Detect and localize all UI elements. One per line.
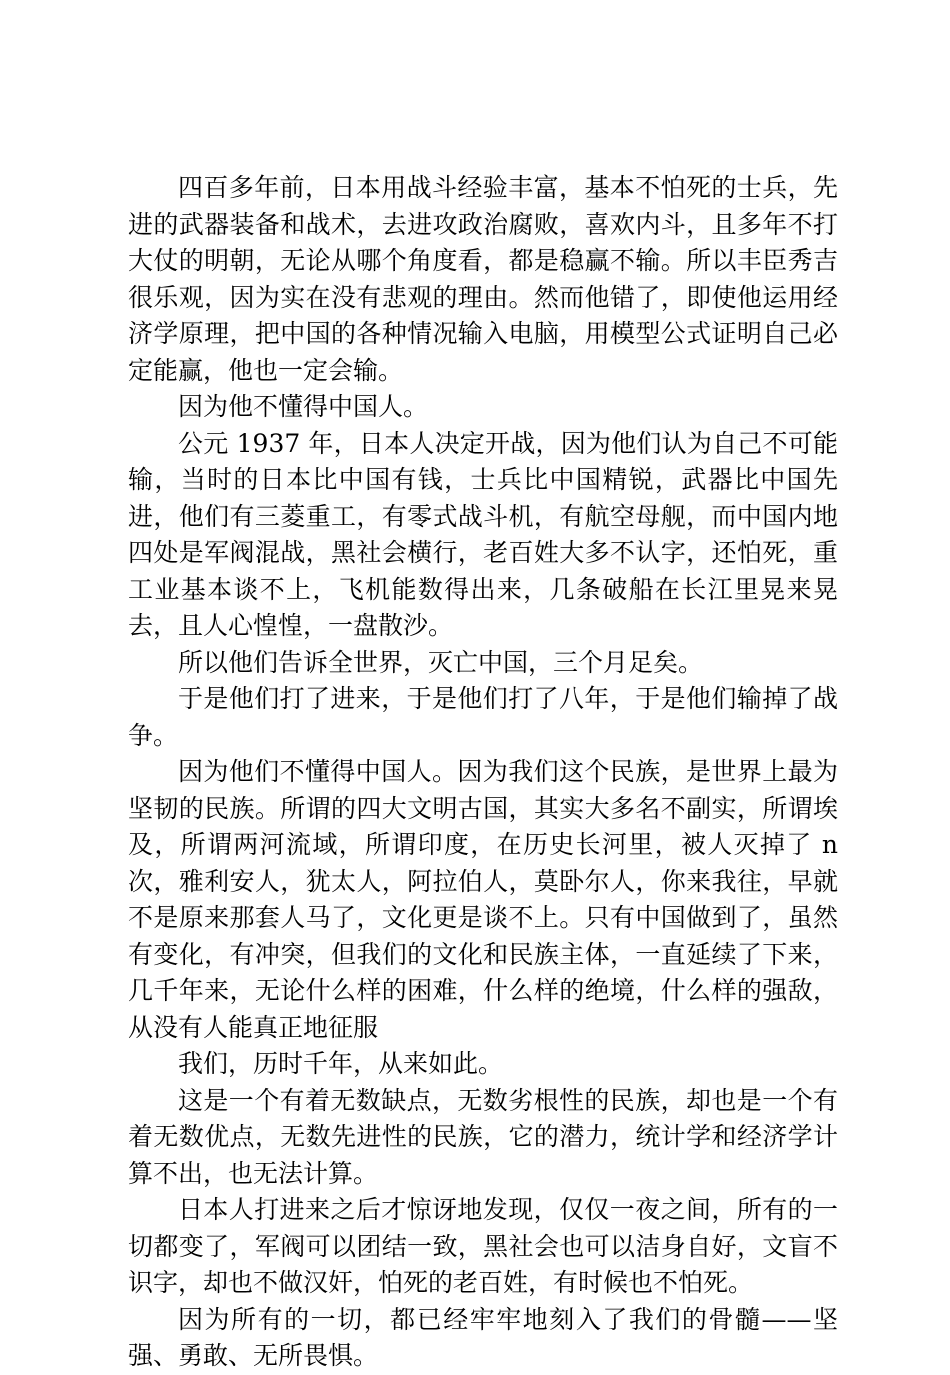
paragraph: 公元 1937 年，日本人决定开战，因为他们认为自己不可能输，当时的日本比中国有钱，士兵比中国精锐，武器比中国先进，他们有三菱重工，有零式战斗机，有航空母舰，而中国内地四处是军阀混战，黑社会横行，老百姓大多不认字，还怕死，重工业基本谈不上，飞机能数得出来，几条破船在长江里晃来晃去，且人心惶惶，一盘散沙。 bbox=[128, 428, 838, 640]
paragraph: 这是一个有着无数缺点，无数劣根性的民族，却也是一个有着无数优点，无数先进性的民族，它的潜力，统计学和经济学计算不出，也无法计算。 bbox=[128, 1085, 838, 1188]
paragraph: 四百多年前，日本用战斗经验丰富，基本不怕死的士兵，先进的武器装备和战术，去进攻政治腐败，喜欢内斗，且多年不打大仗的明朝，无论从哪个角度看，都是稳赢不输。所以丰臣秀吉很乐观，因为实在没有悲观的理由。然而他错了，即使他运用经济学原理，把中国的各种情况输入电脑，用模型公式证明自己必定能赢，他也一定会输。 bbox=[128, 173, 838, 385]
paragraph: 我们，历时千年，从来如此。 bbox=[178, 1049, 504, 1078]
paragraph: 因为他们不懂得中国人。因为我们这个民族，是世界上最为坚韧的民族。所谓的四大文明古国，其实大多名不副实，所谓埃及，所谓两河流域，所谓印度，在历史长河里，被人灭掉了 n 次，雅利安人，犹太人，阿拉伯人，莫卧尔人，你来我往，早就不是原来那套人马了，文化更是谈不上。只有中国做到了，虽然有变化，有冲突，但我们的文化和民族主体，一直延续了下来，几千年来，无论什么样的困难，什么样的绝境，什么样的强敌，从没有人能真正地征服 bbox=[128, 757, 838, 1042]
paragraph: 日本人打进来之后才惊讶地发现，仅仅一夜之间，所有的一切都变了，军阀可以团结一致，黑社会也可以洁身自好，文盲不识字，却也不做汉奸，怕死的老百姓，有时候也不怕死。 bbox=[128, 1195, 838, 1297]
paragraph: 所以他们告诉全世界，灭亡中国，三个月足矣。 bbox=[178, 647, 704, 677]
paragraph: 于是他们打了进来，于是他们打了八年，于是他们输掉了战争。 bbox=[128, 684, 838, 750]
paragraph: 因为他不懂得中国人。 bbox=[178, 392, 429, 421]
paragraph: 因为所有的一切，都已经牢牢地刻入了我们的骨髓——坚强、勇敢、无所畏惧。 bbox=[128, 1304, 838, 1370]
document-body bbox=[128, 170, 838, 1375]
